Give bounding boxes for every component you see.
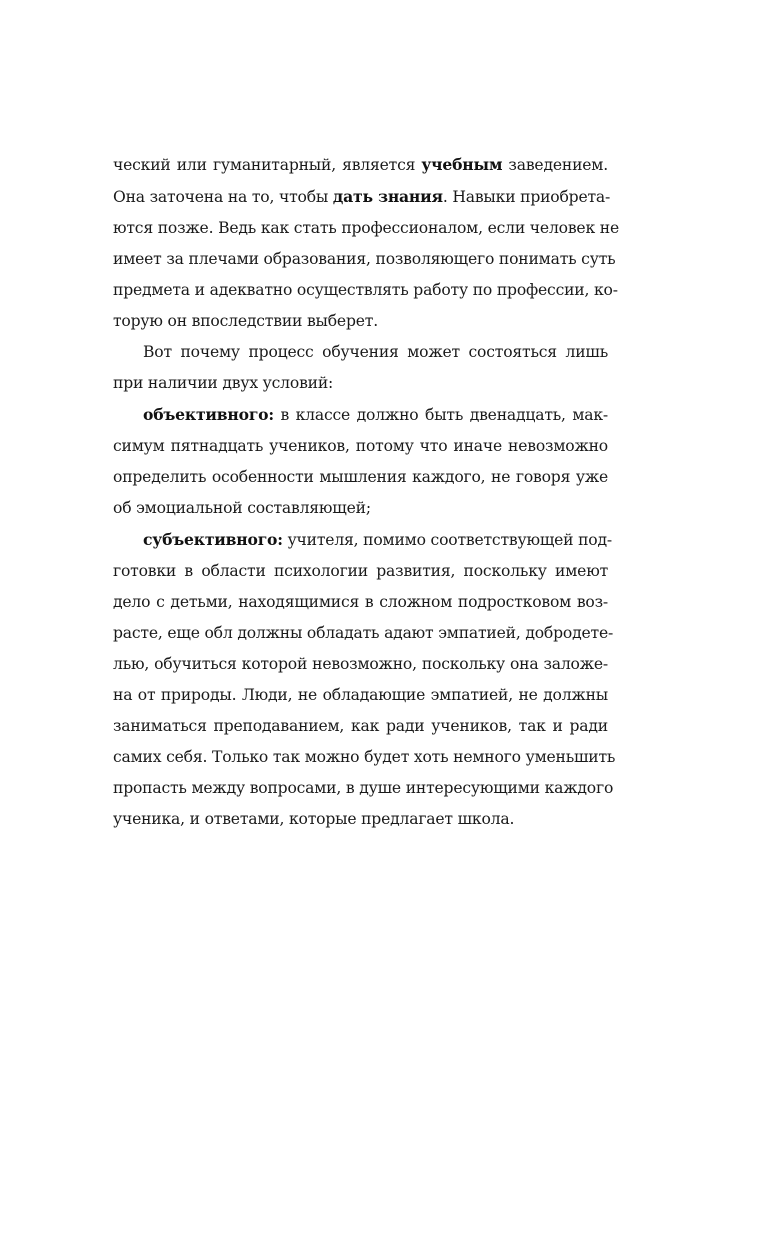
paragraph-two-conditions bbox=[113, 337, 608, 399]
text-line bbox=[113, 399, 608, 431]
text-line bbox=[113, 556, 608, 587]
text-run: ются позже. Ведь как стать профессионалом, если человек не bbox=[113, 219, 619, 237]
text-run: заведением. bbox=[502, 156, 608, 174]
text-run: готовки в области психологии развития, поскольку имеют bbox=[113, 562, 608, 580]
text-run: Вот почему процесс обучения может состояться лишь bbox=[143, 343, 608, 361]
text-line bbox=[113, 649, 608, 680]
text-line bbox=[113, 773, 614, 804]
paragraph-education-institution bbox=[113, 149, 619, 337]
text-run: пропасть между вопросами, в душе интересующими каждого bbox=[113, 779, 614, 797]
paragraph-subjective-condition bbox=[113, 524, 616, 835]
text-line bbox=[113, 431, 608, 462]
text-run: заниматься преподаванием, как ради учеников, так и ради bbox=[113, 717, 608, 735]
text-line bbox=[113, 587, 608, 618]
text-run: Она заточена на то, чтобы bbox=[113, 188, 333, 206]
text-line bbox=[113, 213, 619, 244]
text-line bbox=[113, 711, 608, 742]
text-run: в классе должно быть двенадцать, мак- bbox=[273, 406, 608, 424]
text-line bbox=[113, 337, 608, 368]
text-run: дело с детьми, находящимися в сложном подростковом воз- bbox=[113, 593, 608, 611]
page-body bbox=[113, 149, 619, 835]
text-run: на от природы. Люди, не обладающие эмпатией, не должны bbox=[113, 686, 608, 704]
text-run: лью, обучиться которой невозможно, поскольку она заложе- bbox=[113, 655, 608, 673]
text-run: учителя, помимо соответствующей под- bbox=[282, 531, 612, 549]
text-run: ученика, и ответами, которые предлагает школа. bbox=[113, 810, 515, 828]
text-run: ческий или гуманитарный, является bbox=[113, 156, 422, 174]
text-line bbox=[113, 524, 612, 556]
text-run: симум пятнадцать учеников, потому что иначе невозможно bbox=[113, 437, 608, 455]
text-line bbox=[113, 680, 608, 711]
text-run: имеет за плечами образования, позволяющего понимать суть bbox=[113, 250, 616, 268]
text-line bbox=[113, 181, 611, 213]
text-line bbox=[113, 804, 608, 835]
text-run: . Навыки приобрета- bbox=[442, 188, 611, 206]
text-run: расте, еще обл должны обладать адают эмпатией, добродете- bbox=[113, 624, 614, 642]
text-line bbox=[113, 368, 608, 399]
text-line bbox=[113, 244, 616, 275]
text-run: об эмоциальной составляющей; bbox=[113, 499, 371, 517]
text-line bbox=[113, 618, 614, 649]
text-line bbox=[113, 462, 608, 493]
text-line bbox=[113, 149, 608, 181]
text-run: при наличии двух условий: bbox=[113, 374, 334, 392]
text-run: самих себя. Только так можно будет хоть немного уменьшить bbox=[113, 748, 616, 766]
bold-term: дать знания bbox=[332, 187, 443, 206]
text-line bbox=[113, 275, 618, 306]
text-line bbox=[113, 493, 608, 524]
text-run: определить особенности мышления каждого, не говоря уже bbox=[113, 468, 608, 486]
bold-term: субъективного: bbox=[143, 530, 283, 549]
paragraph-objective-condition bbox=[113, 399, 608, 524]
text-line bbox=[113, 306, 608, 337]
text-run: торую он впоследствии выберет. bbox=[113, 312, 378, 330]
text-line bbox=[113, 742, 616, 773]
bold-term: учебным bbox=[421, 155, 503, 174]
bold-term: объективного: bbox=[143, 405, 274, 424]
text-run: предмета и адекватно осуществлять работу по профессии, ко- bbox=[113, 281, 618, 299]
